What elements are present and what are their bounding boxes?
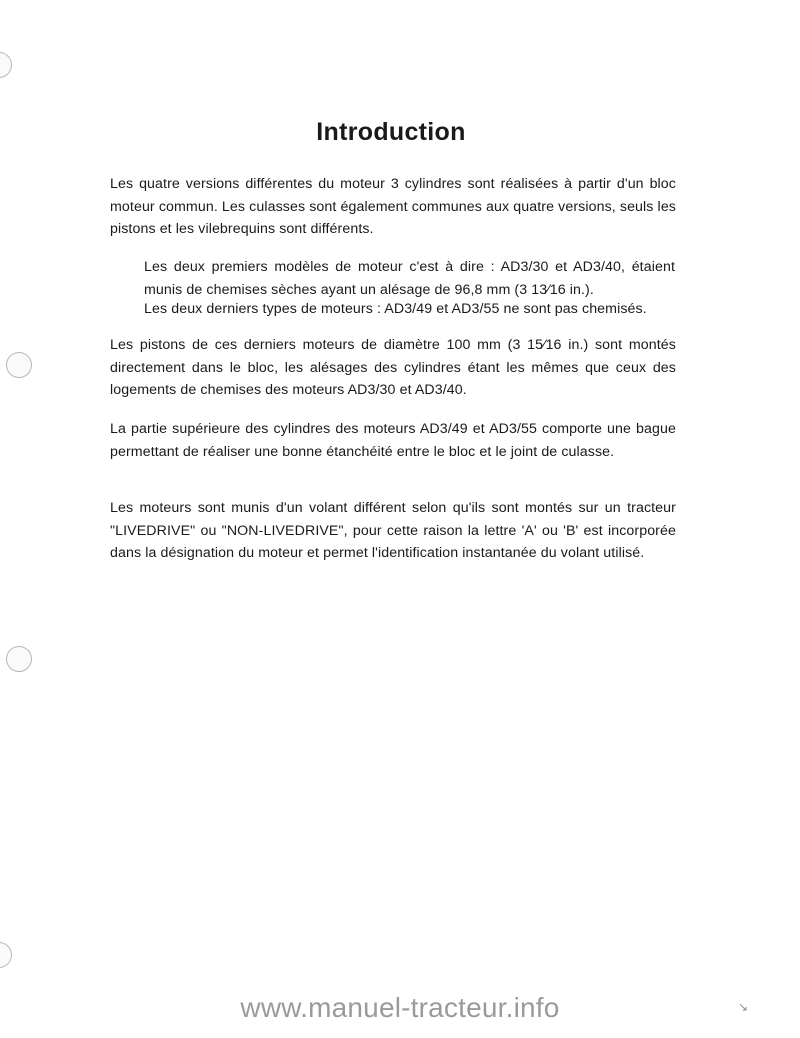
punch-hole: [6, 352, 32, 378]
paragraph-intro: Les quatre versions différentes du moteur 3 cylindres sont réalisées à partir d'un bloc moteur commun. Les culasses sont également communes aux quatre versions, seuls les pistons et les vilebrequins sont différents.: [110, 176, 676, 237]
paragraph-pistons: Les pistons de ces derniers moteurs de diamètre 100 mm (3 15⁄16 in.) sont montés directement dans le bloc, les alésages des cylindres étant les mêmes que ceux des logements de chemises des moteurs AD3/30 et AD3/40.: [110, 337, 676, 398]
paragraph-cylinder-top: La partie supérieure des cylindres des moteurs AD3/49 et AD3/55 comporte une bague permettant de réaliser une bonne étanchéité entre le bloc et le joint de culasse.: [110, 421, 676, 460]
punch-hole: [6, 646, 32, 672]
punch-hole: [0, 942, 12, 968]
corner-mark: ↘: [738, 1000, 749, 1014]
paragraph-last-models: Les deux derniers types de moteurs : AD3/49 et AD3/55 ne sont pas chemisés.: [144, 301, 647, 317]
paragraph-flywheel: Les moteurs sont munis d'un volant différent selon qu'ils sont montés sur un tracteur "LIVEDRIVE" ou "NON-LIVEDRIVE", pour cette raison la lettre 'A' ou 'B' est incorporée dans la désignation du moteur et permet l'identification instantanée du volant utilisé.: [110, 500, 676, 561]
paragraph-first-models: Les deux premiers modèles de moteur c'est à dire : AD3/30 et AD3/40, étaient munis de chemises sèches ayant un alésage de 96,8 mm (3 13⁄16 in.).: [144, 259, 675, 298]
punch-hole: [0, 52, 12, 78]
page-title: Introduction: [316, 118, 466, 146]
watermark: www.manuel-tracteur.info: [240, 992, 560, 1023]
